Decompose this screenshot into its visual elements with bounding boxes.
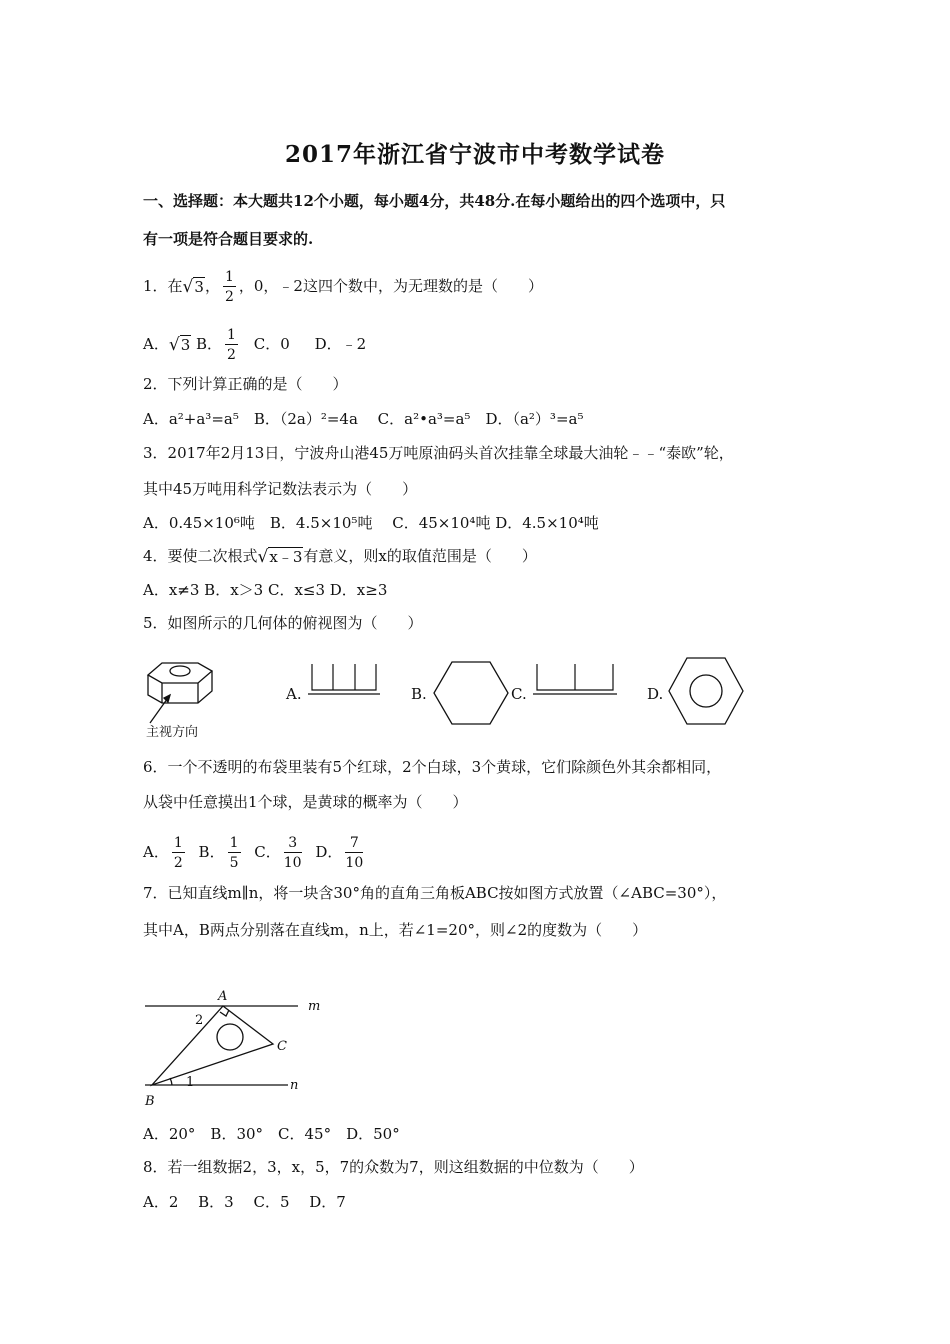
question-7-stem-line1: 7．已知直线m∥n，将一块含30°角的直角三角板ABC按如图方式放置（∠ABC=30°）， <box>143 884 727 902</box>
option-b-label: B. <box>411 685 427 703</box>
question-7-stem-line2: 其中A，B两点分别落在直线m，n上，若∠1=20°，则∠2的度数为（ ） <box>143 921 648 939</box>
question-8-stem: 8．若一组数据2，3，x，5，7的众数为7，则这组数据的中位数为（ ） <box>143 1158 644 1176</box>
line-label-m: m <box>308 999 321 1014</box>
question-8-options: A．2 B．3 C．5 D．7 <box>143 1193 346 1211</box>
section-heading-line1: 一、选择题：本大题共12个小题，每小题4分，共48分.在每小题给出的四个选项中，只 <box>143 192 726 210</box>
sqrt-x-minus-3: √x﹣3 <box>257 547 303 567</box>
option-c-two-segment-view <box>533 660 617 696</box>
option-d-hexagon-with-circle-view <box>668 656 744 726</box>
vertex-label-a: A <box>218 989 228 1004</box>
question-3-options: A．0.45×10⁶吨 B．4.5×10⁵吨 C．45×10⁴吨 D．4.5×10⁴吨 <box>143 514 599 532</box>
vertex-label-c: C <box>277 1039 287 1054</box>
question-2-stem: 2．下列计算正确的是（ ） <box>143 375 348 393</box>
option-c-fraction: $\frac{3}{10}$ <box>283 835 302 871</box>
section-heading-line2: 有一项是符合题目要求的. <box>143 230 314 248</box>
option-a-fraction: $\frac{1}{2}$ <box>173 835 183 871</box>
option-a-label: A. <box>286 685 302 703</box>
vertex-label-b: B <box>145 1094 155 1109</box>
view-direction-caption: 主视方向 <box>146 725 199 740</box>
page-title: 2017年浙江省宁波市中考数学试卷 <box>284 141 665 168</box>
question-3-stem-line2: 其中45万吨用科学记数法表示为（ ） <box>143 480 418 498</box>
question-6-stem-line1: 6．一个不透明的布袋里装有5个红球，2个白球，3个黄球，它们除颜色外其余都相同， <box>143 758 722 776</box>
question-5-stem: 5．如图所示的几何体的俯视图为（ ） <box>143 614 423 632</box>
angle-label-2: 2 <box>195 1013 204 1028</box>
option-c-label: C. <box>511 685 527 703</box>
question-4-options: A．x≠3 B．x＞3 C．x≤3 D．x≥3 <box>143 581 388 599</box>
option-b-fraction: $\frac{1}{5}$ <box>229 835 239 871</box>
triangle-parallel-lines-figure <box>140 982 340 1112</box>
question-2-options: A．a²+a³=a⁵ B．（2a）²=4a C．a²•a³=a⁵ D．（a²）³=a⁵ <box>143 410 584 428</box>
question-1-stem: 1．在√3， $\frac{1}{2}$ ，0，﹣2这四个数中，为无理数的是（ ） <box>143 269 543 305</box>
question-4-stem: 4．要使二次根式√x﹣3有意义，则x的取值范围是（ ） <box>143 547 537 567</box>
line-label-n: n <box>290 1078 299 1093</box>
option-a-sqrt-3: √3 <box>168 335 191 355</box>
angle-label-1: 1 <box>186 1075 195 1090</box>
question-3-stem-line1: 3．2017年2月13日，宁波舟山港45万吨原油码头首次挂靠全球最大油轮﹣﹣“泰欧”轮， <box>143 444 734 462</box>
option-b-fraction: $\frac{1}{2}$ <box>227 327 236 363</box>
option-d-label: D. <box>647 685 664 703</box>
question-1-options: A．√3 B． $\frac{1}{2}$ C．0 D．﹣2 <box>143 327 367 363</box>
sqrt-3: √3 <box>182 277 204 297</box>
option-d-fraction: $\frac{7}{10}$ <box>345 835 364 871</box>
question-6-stem-line2: 从袋中任意摸出1个球，是黄球的概率为（ ） <box>143 793 468 811</box>
question-7-options: A．20° B．30° C．45° D．50° <box>143 1125 400 1143</box>
fraction-one-half: $\frac{1}{2}$ <box>224 269 234 305</box>
option-a-three-segment-view <box>308 660 380 696</box>
option-b-hexagon-view <box>433 660 509 726</box>
question-6-options: A． $\frac{1}{2}$ B． $\frac{1}{5}$ C． $\frac{3}{10}$ D． $\frac{7}{10}$ <box>143 835 364 871</box>
